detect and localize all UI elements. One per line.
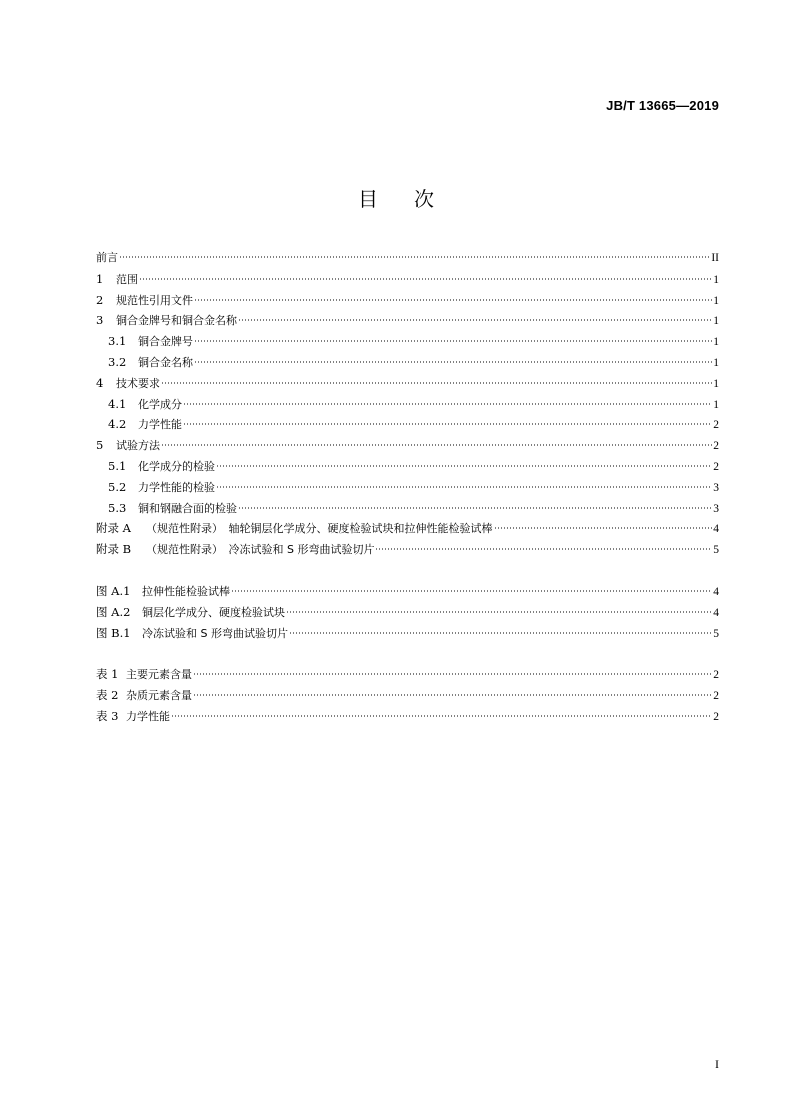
toc-entry-number: 2 bbox=[96, 292, 104, 307]
toc-dot-leader bbox=[194, 340, 712, 342]
toc-entry-page: 4 bbox=[713, 586, 719, 598]
toc-entry[interactable] bbox=[96, 373, 719, 394]
toc-entry[interactable] bbox=[96, 435, 719, 456]
toc-entry-label: 铜层化学成分、硬度检验试块 bbox=[142, 605, 285, 619]
toc-entry-label: 前言 bbox=[96, 251, 118, 264]
toc-dot-leader bbox=[216, 465, 712, 467]
toc-dot-leader bbox=[119, 256, 710, 258]
toc-dot-leader bbox=[289, 632, 712, 634]
toc-entry[interactable] bbox=[96, 269, 719, 290]
toc-title-char-2: 次 bbox=[414, 187, 434, 211]
toc-entry[interactable] bbox=[96, 394, 719, 415]
toc-dot-leader bbox=[494, 527, 713, 529]
toc-entry-page: 5 bbox=[713, 544, 719, 557]
toc-entry-page: 2 bbox=[713, 460, 719, 473]
toc-entry-number: 图 B.1 bbox=[96, 625, 131, 640]
toc-entry-label: 规范性引用文件 bbox=[116, 293, 193, 307]
toc-title bbox=[0, 183, 792, 212]
toc-entry-page: 1 bbox=[713, 294, 719, 307]
toc-entry-number: 3 bbox=[96, 313, 104, 328]
toc-entry[interactable] bbox=[96, 414, 719, 435]
toc-figures-list bbox=[96, 581, 719, 643]
toc-entry-label: 铜合金名称 bbox=[138, 355, 193, 369]
toc-entry[interactable] bbox=[96, 331, 719, 352]
toc-entry-page: 1 bbox=[713, 398, 719, 411]
toc-entry-label: 试验方法 bbox=[116, 439, 160, 453]
toc-dot-leader bbox=[161, 382, 712, 384]
toc-entry-label: 主要元素含量 bbox=[126, 668, 192, 681]
toc-entry-page: 1 bbox=[713, 356, 719, 369]
toc-entry-page: 1 bbox=[713, 336, 719, 349]
toc-main-list bbox=[96, 248, 719, 560]
toc-entry[interactable] bbox=[96, 248, 719, 269]
toc-entry-number: 5.1 bbox=[108, 458, 127, 473]
toc-entry-page: 2 bbox=[713, 669, 719, 681]
toc-entry[interactable] bbox=[96, 706, 719, 727]
toc-entry-label: 冷冻试验和 S 形弯曲试验切片 bbox=[142, 626, 288, 640]
toc-entry-number: 5.3 bbox=[108, 500, 127, 515]
toc-entry[interactable] bbox=[96, 352, 719, 373]
toc-entry-label: 拉伸性能检验试棒 bbox=[142, 585, 230, 598]
toc-entry-label: （规范性附录） 冷冻试验和 S 形弯曲试验切片 bbox=[146, 543, 375, 557]
toc-entry-number: 表 1 bbox=[96, 667, 119, 681]
document-code: JB/T 13665—2019 bbox=[606, 98, 719, 113]
toc-dot-leader bbox=[139, 278, 712, 280]
toc-dot-leader bbox=[193, 694, 712, 696]
toc-dot-leader bbox=[375, 548, 712, 550]
toc-entry-page: 2 bbox=[713, 689, 719, 702]
toc-tables-list bbox=[96, 664, 719, 726]
toc-entry-label: 化学成分 bbox=[138, 397, 182, 411]
toc-entry-page: 3 bbox=[713, 502, 719, 515]
toc-entry-number: 1 bbox=[96, 271, 104, 286]
toc-entry-page: 1 bbox=[713, 377, 719, 390]
toc-entry-number: 3.1 bbox=[108, 334, 127, 349]
toc-entry[interactable] bbox=[96, 498, 719, 519]
toc-entry-page: 3 bbox=[713, 481, 719, 494]
toc-entry[interactable] bbox=[96, 664, 719, 685]
toc-entry-number: 表 2 bbox=[96, 687, 119, 702]
toc-entry-label: （规范性附录） 轴轮铜层化学成分、硬度检验试块和拉伸性能检验试棒 bbox=[146, 522, 493, 536]
toc-entry-page: 5 bbox=[713, 627, 719, 640]
toc-entry-label: 力学性能 bbox=[138, 418, 182, 432]
toc-entry[interactable] bbox=[96, 581, 719, 602]
toc-entry-number: 4.1 bbox=[108, 396, 127, 411]
toc-entry-number: 4.2 bbox=[108, 417, 127, 432]
toc-dot-leader bbox=[171, 715, 712, 717]
toc-entry-label: 范围 bbox=[116, 272, 138, 286]
toc-dot-leader bbox=[193, 673, 712, 675]
toc-entry[interactable] bbox=[96, 456, 719, 477]
toc-entry-number: 5 bbox=[96, 438, 104, 453]
toc-entry-page: 2 bbox=[713, 419, 719, 432]
toc-title-char-1: 目 bbox=[358, 187, 378, 211]
toc-entry-label: 技术要求 bbox=[116, 376, 160, 390]
toc-entry[interactable] bbox=[96, 602, 719, 623]
toc-entry-page: 2 bbox=[713, 710, 719, 723]
toc-entry-number: 附录 A bbox=[96, 521, 131, 536]
toc-entry-page: 4 bbox=[713, 523, 719, 536]
toc-dot-leader bbox=[238, 319, 712, 321]
toc-entry-number: 表 3 bbox=[96, 708, 119, 723]
toc-entry-label: 化学成分的检验 bbox=[138, 459, 215, 473]
toc-entry-label: 铜合金牌号 bbox=[138, 335, 193, 349]
toc-entry-number: 3.2 bbox=[108, 354, 127, 369]
toc-entry-page: 2 bbox=[713, 440, 719, 453]
toc-entry-label: 铜合金牌号和铜合金名称 bbox=[116, 314, 237, 328]
toc-entry[interactable] bbox=[96, 539, 719, 560]
toc-entry[interactable] bbox=[96, 518, 719, 539]
toc-dot-leader bbox=[216, 486, 712, 488]
toc-dot-leader bbox=[238, 507, 712, 509]
toc-dot-leader bbox=[183, 403, 712, 405]
toc-dot-leader bbox=[161, 444, 712, 446]
toc-entry-number: 4 bbox=[96, 375, 104, 390]
toc-entry-page: 1 bbox=[713, 273, 719, 286]
toc-entry-number: 附录 B bbox=[96, 542, 132, 557]
toc-entry-page: 4 bbox=[713, 606, 719, 619]
toc-entry-label: 铜和钢融合面的检验 bbox=[138, 501, 237, 515]
toc-dot-leader bbox=[194, 299, 712, 301]
toc-entry-number: 图 A.2 bbox=[96, 604, 131, 619]
toc-entry-label: 力学性能的检验 bbox=[138, 480, 215, 494]
toc-dot-leader bbox=[286, 611, 712, 613]
toc-entry-number: 5.2 bbox=[108, 479, 127, 494]
toc-entry[interactable] bbox=[96, 623, 719, 644]
toc-entry-label: 力学性能 bbox=[126, 709, 170, 723]
toc-entry[interactable] bbox=[96, 685, 719, 706]
toc-entry[interactable] bbox=[96, 477, 719, 498]
toc-entry[interactable] bbox=[96, 310, 719, 331]
toc-entry-page: II bbox=[711, 252, 719, 264]
page-number: I bbox=[715, 1057, 719, 1071]
toc-dot-leader bbox=[183, 423, 712, 425]
toc-entry[interactable] bbox=[96, 290, 719, 311]
toc-entry-page: 1 bbox=[713, 315, 719, 328]
toc-entry-label: 杂质元素含量 bbox=[126, 688, 192, 702]
toc-dot-leader bbox=[231, 590, 712, 592]
toc-dot-leader bbox=[194, 361, 712, 363]
toc-entry-number: 图 A.1 bbox=[96, 584, 131, 598]
